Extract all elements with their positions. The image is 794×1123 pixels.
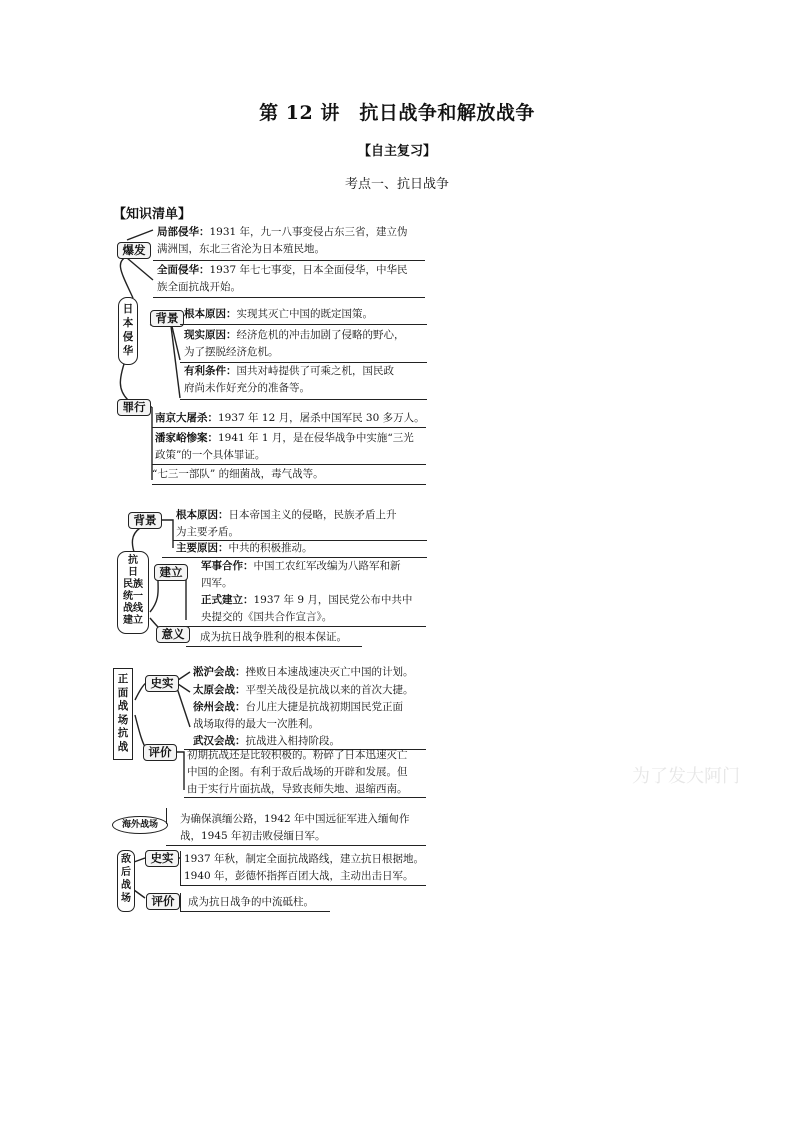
text: 中国工农红军改编为八路军和新 — [253, 560, 401, 572]
outbreak-local — [157, 224, 427, 258]
node-char: 日 — [122, 303, 134, 315]
node-char: 抗 — [128, 555, 138, 566]
node-char: 侵 — [122, 331, 134, 343]
text: 经济危机的冲击加剧了侵略的野心， — [236, 329, 405, 341]
rule — [180, 911, 330, 912]
rear-facts — [184, 851, 434, 885]
crime-731 — [152, 466, 427, 483]
text: 初期抗战还是比较积极的。粉碎了日本迅速灭亡 — [187, 749, 408, 761]
japan-invasion-node — [118, 297, 138, 365]
text: 政策”的一个具体罪证。 — [155, 449, 266, 461]
front-meaning: 成为抗日战争胜利的根本保证。 — [200, 631, 347, 643]
frontline-node — [113, 668, 133, 760]
label: 南京大屠杀： — [155, 412, 218, 424]
node-char: 族 — [133, 579, 143, 590]
text: 抗战进入相持阶段。 — [245, 735, 340, 747]
label: 全面侵华： — [157, 264, 210, 276]
text: 满洲国，东北三省沦为日本殖民地。 — [157, 243, 325, 255]
label: 太原会战： — [193, 684, 246, 696]
background-real — [184, 327, 429, 361]
text: 1937 年七七事变，日本全面侵华，中华民 — [209, 264, 408, 276]
text: 1937 年 9 月，国民党公布中共中 — [253, 594, 413, 606]
section-review: 【自主复习】 — [357, 144, 436, 159]
label: 淞沪会战： — [193, 666, 246, 678]
watermark: 为了发大阿门 — [632, 766, 740, 787]
outbreak-total — [157, 262, 427, 296]
text: 央提交的《国共合作宣言》。 — [201, 611, 333, 623]
text: 平型关战役是抗战以来的首次大捷。 — [245, 684, 414, 696]
text: 1937 年秋，制定全面抗战路线，建立抗日根据地。 — [184, 853, 425, 865]
background-favor — [184, 363, 429, 397]
text: 国共对峙提供了可乘之机，国民政 — [236, 365, 394, 377]
frontline-evaluation — [187, 747, 432, 798]
rule — [186, 646, 362, 647]
tag-evaluation: 评价 — [143, 744, 177, 761]
tag-facts: 史实 — [145, 675, 179, 692]
front-background-root — [176, 507, 431, 541]
label: 现实原因： — [184, 329, 237, 341]
crime-panjiayu — [155, 430, 430, 464]
front-formal — [201, 592, 431, 626]
rule — [180, 851, 181, 885]
text: 中国的企图。有利于敌后战场的开辟和发展。但 — [187, 766, 408, 778]
text: 实现其灭亡中国的既定国策。 — [236, 308, 373, 320]
label: 有利条件： — [184, 365, 237, 377]
node-char: 一 — [133, 591, 143, 602]
rear-evaluation: 成为抗日战争的中流砥柱。 — [188, 896, 314, 908]
text: 府尚未作好充分的准备等。 — [184, 382, 310, 394]
text: 四军。 — [201, 577, 233, 589]
text: 1937 年 12 月，屠杀中国军民 30 多万人。 — [218, 412, 425, 424]
text: “七三一部队” 的细菌战，毒气战等。 — [152, 468, 324, 480]
rule — [166, 808, 167, 824]
node-char: 华 — [122, 345, 134, 357]
overseas-text — [180, 811, 430, 845]
text: 为主要矛盾。 — [176, 526, 239, 538]
background-root — [184, 306, 429, 323]
node-char: 统 — [123, 591, 133, 602]
node-char: 战 — [117, 740, 129, 753]
text: 中共的积极推动。 — [228, 542, 313, 554]
node-char: 日 — [128, 567, 138, 578]
rule — [153, 260, 425, 261]
tag-outbreak: 爆发 — [117, 242, 151, 259]
label: 主要原因： — [176, 542, 229, 554]
text: 由于实行片面抗战，导致丧师失地、退缩西南。 — [187, 783, 408, 795]
text: 日本帝国主义的侵略，民族矛盾上升 — [228, 509, 397, 521]
text: 1940 年，彭德怀指挥百团大战，主动出击日军。 — [184, 870, 414, 882]
tag-establish: 建立 — [154, 564, 188, 581]
node-char: 建 — [123, 615, 133, 626]
label: 武汉会战： — [193, 735, 246, 747]
node-char: 立 — [133, 615, 143, 626]
text: 战场取得的最大一次胜利。 — [193, 718, 319, 730]
node-char: 战 — [121, 880, 131, 891]
rule — [152, 484, 426, 485]
label: 根本原因： — [184, 308, 237, 320]
rule — [152, 427, 426, 428]
text: 台儿庄大捷是抗战初期国民党正面 — [245, 701, 403, 713]
battle-taiyuan — [193, 682, 433, 699]
node-char: 场 — [121, 893, 131, 904]
text: 为确保滇缅公路，1942 年中国远征军进入缅甸作 — [180, 813, 410, 825]
knowledge-heading: 【知识清单】 — [113, 207, 192, 222]
page-title: 第 12 讲 抗日战争和解放战争 — [259, 102, 535, 124]
topic-heading: 考点一、抗日战争 — [344, 177, 449, 192]
text: 族全面抗战开始。 — [157, 281, 241, 293]
node-char: 敌 — [121, 854, 131, 865]
label: 潘家峪惨案： — [155, 432, 218, 444]
label: 根本原因： — [176, 509, 229, 521]
text: 挫败日本速战速决灭亡中国的计划。 — [245, 666, 414, 678]
text: 1941 年 1 月，是在侵华战争中实施“三光 — [218, 432, 414, 444]
node-char: 本 — [122, 317, 134, 329]
node-char: 战 — [117, 700, 129, 712]
node-char: 民 — [123, 579, 133, 590]
text: 为了摆脱经济危机。 — [184, 346, 279, 358]
text: 战，1945 年初击败侵缅日军。 — [180, 830, 326, 842]
label: 徐州会战： — [193, 701, 246, 713]
battle-songhu — [193, 664, 433, 681]
text: 1931 年，九一八事变侵占东三省，建立伪 — [209, 226, 408, 238]
overseas-battlefield-node: 海外战场 — [112, 816, 168, 834]
tag-background: 背景 — [128, 512, 162, 529]
node-char: 面 — [117, 686, 129, 699]
rule — [180, 399, 427, 400]
label: 局部侵华： — [157, 226, 210, 238]
battle-xuzhou — [193, 699, 433, 733]
rule — [186, 626, 426, 627]
node-char: 线 — [133, 603, 143, 614]
node-char: 正 — [117, 673, 129, 685]
tag-meaning: 意义 — [156, 626, 190, 643]
rule — [166, 845, 426, 846]
label: 军事合作： — [201, 560, 254, 572]
front-military — [201, 558, 431, 592]
tag-evaluation: 评价 — [146, 893, 180, 910]
rule — [180, 893, 181, 911]
rule — [184, 797, 426, 798]
crime-nanjing — [155, 410, 430, 427]
node-char: 战 — [123, 603, 133, 614]
tag-background: 背景 — [150, 310, 184, 327]
node-char: 场 — [117, 713, 129, 726]
rule — [153, 297, 425, 298]
tag-crimes: 罪行 — [117, 399, 151, 416]
united-front-node — [117, 551, 149, 634]
node-char: 后 — [121, 867, 131, 878]
rear-battlefield-node — [117, 850, 135, 912]
rule — [180, 324, 427, 325]
rule — [180, 885, 426, 886]
node-char: 抗 — [117, 727, 129, 739]
label: 正式建立： — [201, 594, 254, 606]
rule — [152, 464, 426, 465]
front-background-main — [176, 540, 431, 557]
tag-facts: 史实 — [145, 850, 179, 867]
